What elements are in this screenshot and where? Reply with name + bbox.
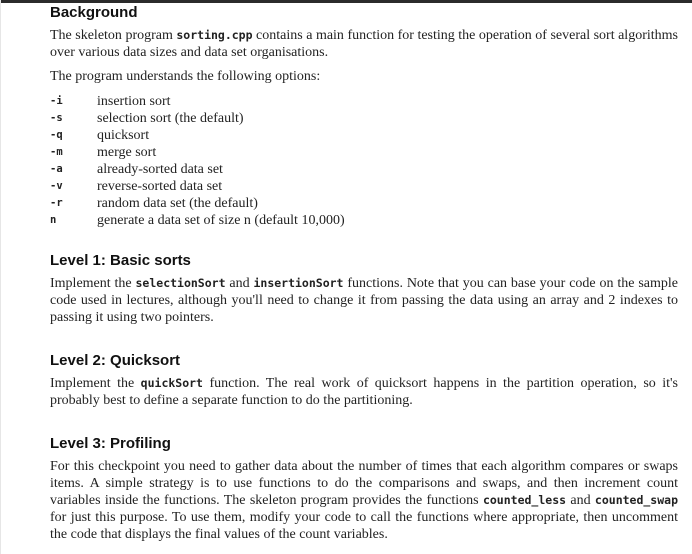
inline-code-insertionsort: insertionSort [253, 276, 344, 290]
level1-section [50, 252, 678, 326]
option-flag: n [50, 214, 57, 226]
level2-section [50, 352, 678, 409]
inline-code-filename: sorting.cpp [176, 28, 253, 42]
text-run: For this checkpoint you need to gather data about the number of times that each algorithm compares or swaps items. A simple strategy is to use functions to do the comparisons and swaps, and then increment count variables inside the functions. The skeleton program provides the functions [50, 459, 678, 508]
option-flag: -r [50, 197, 63, 209]
option-row [50, 93, 678, 110]
option-row [50, 195, 678, 212]
option-flag: -q [50, 129, 63, 141]
option-description: insertion sort [97, 94, 171, 109]
level1-paragraph [50, 275, 678, 326]
level3-section [50, 435, 678, 543]
inline-code-counted-less: counted_less [482, 493, 567, 507]
inline-code-counted-swap: counted_swap [594, 493, 679, 507]
background-section [50, 4, 678, 229]
level1-heading: Level 1: Basic sorts [50, 252, 191, 269]
background-intro-paragraph [50, 27, 678, 61]
options-intro-paragraph: The program understands the following options: [50, 69, 321, 84]
option-description: generate a data set of size n (default 10,000) [97, 213, 345, 228]
level3-paragraph [50, 458, 678, 543]
text-run: The skeleton program [50, 28, 177, 43]
option-description: random data set (the default) [97, 196, 258, 211]
option-row [50, 178, 678, 195]
option-flag: -s [50, 112, 63, 124]
option-description: reverse-sorted data set [97, 179, 223, 194]
text-run: Implement the [50, 276, 136, 291]
text-run: function. The real work of quicksort happens in the partition operation, so it's probably best to define a separate function to do the partitioning. [50, 376, 678, 408]
option-row [50, 110, 678, 127]
left-border [0, 0, 1, 554]
level3-heading: Level 3: Profiling [50, 435, 171, 452]
options-list [50, 93, 678, 229]
option-description: quicksort [97, 128, 150, 143]
option-row [50, 144, 678, 161]
text-run: and [225, 276, 254, 291]
level2-heading: Level 2: Quicksort [50, 352, 181, 369]
option-row [50, 161, 678, 178]
option-description: already-sorted data set [97, 162, 223, 177]
text-run: and [566, 493, 595, 508]
text-run: Implement the [50, 376, 141, 391]
option-row [50, 212, 678, 229]
option-row [50, 127, 678, 144]
option-description: selection sort (the default) [97, 111, 244, 126]
background-heading: Background [50, 4, 138, 21]
option-description: merge sort [97, 145, 157, 160]
text-run: functions. Note that you can base your code on the sample code used in lectures, although you'll need to change it from passing the data using an array and 2 indexes to passing it using two pointers. [50, 276, 678, 325]
option-flag: -a [50, 163, 63, 175]
document-page [50, 4, 678, 543]
option-flag: -m [50, 146, 63, 158]
text-run: contains a main function for testing the operation of several sort algorithms over various data sizes and data set organisations. [50, 28, 678, 60]
inline-code-selectionsort: selectionSort [135, 276, 226, 290]
level2-paragraph [50, 375, 678, 409]
option-flag: -v [50, 180, 63, 192]
text-run: for just this purpose. To use them, modify your code to call the functions where appropriate, then uncomment the code that displays the final values of the count variables. [50, 510, 678, 542]
top-border [0, 0, 692, 3]
option-flag: -i [50, 95, 63, 107]
inline-code-quicksort: quickSort [140, 376, 203, 390]
